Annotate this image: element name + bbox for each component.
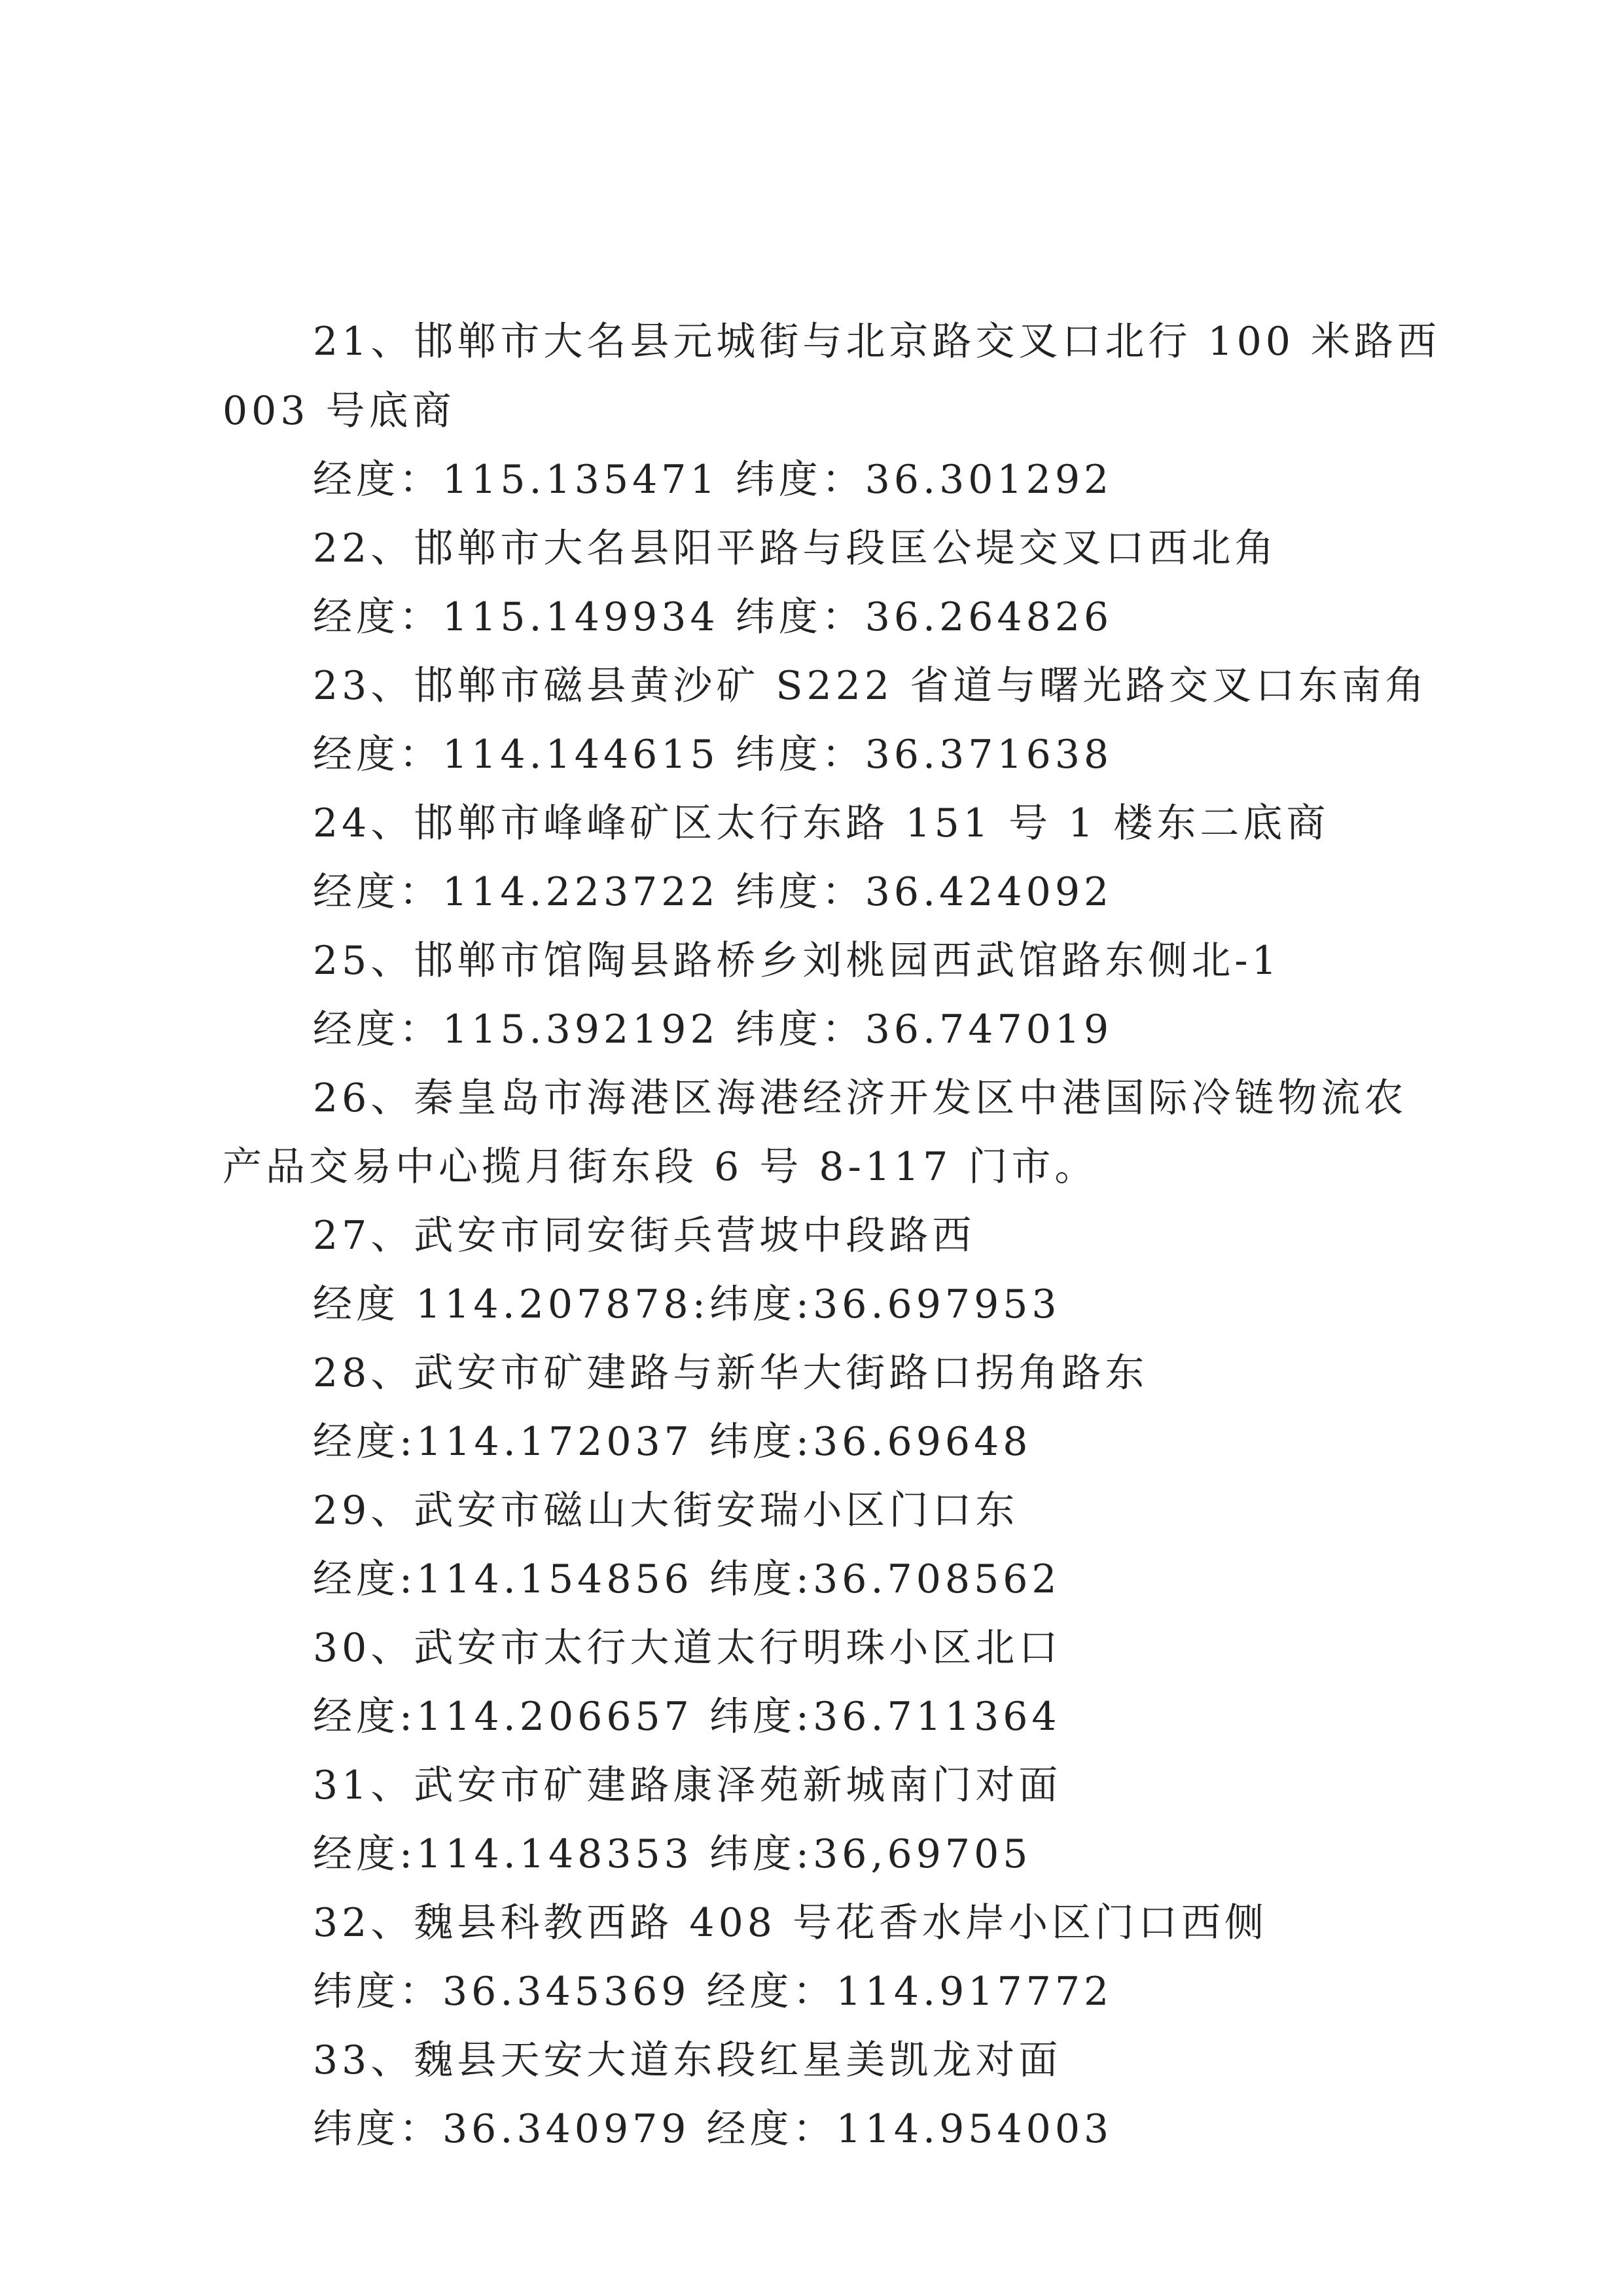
entry-30-address: 30、武安市太行大道太行明珠小区北口	[313, 1625, 1062, 1671]
entry-21-address: 21、邯郸市大名县元城街与北京路交叉口北行 100 米路西	[313, 319, 1441, 365]
entry-27-address: 27、武安市同安街兵营坡中段路西	[313, 1213, 976, 1259]
entry-22-address: 22、邯郸市大名县阳平路与段匡公堤交叉口西北角	[313, 526, 1278, 571]
entry-25-coords: 经度：115.392192 纬度：36.747019	[313, 1007, 1113, 1052]
entry-33-address: 33、魏县天安大道东段红星美凯龙对面	[313, 2037, 1062, 2083]
entry-27-coords: 经度 114.207878:纬度:36.697953	[313, 1282, 1061, 1327]
entry-33-coords: 纬度：36.340979 经度：114.954003	[313, 2106, 1113, 2152]
entry-22-coords: 经度：115.149934 纬度：36.264826	[313, 594, 1113, 640]
entry-24-coords: 经度：114.223722 纬度：36.424092	[313, 869, 1113, 915]
entry-30-coords: 经度:114.206657 纬度:36.711364	[313, 1694, 1061, 1740]
entry-25-address: 25、邯郸市馆陶县路桥乡刘桃园西武馆路东侧北-1	[313, 938, 1281, 984]
entry-26-address-cont: 产品交易中心揽月街东段 6 号 8-117 门市。	[223, 1144, 1098, 1190]
entry-23-coords: 经度：114.144615 纬度：36.371638	[313, 732, 1113, 778]
entry-21-coords: 经度：115.135471 纬度：36.301292	[313, 457, 1113, 503]
entry-31-coords: 经度:114.148353 纬度:36,69705	[313, 1831, 1032, 1877]
entry-31-address: 31、武安市矿建路康泽苑新城南门对面	[313, 1763, 1062, 1808]
entry-28-coords: 经度:114.172037 纬度:36.69648	[313, 1419, 1032, 1465]
entry-23-address: 23、邯郸市磁县黄沙矿 S222 省道与曙光路交叉口东南角	[313, 663, 1429, 709]
entry-21-address-cont: 003 号底商	[223, 388, 455, 434]
entry-32-address: 32、魏县科教西路 408 号花香水岸小区门口西侧	[313, 1900, 1268, 1946]
entry-28-address: 28、武安市矿建路与新华大街路口拐角路东	[313, 1350, 1149, 1396]
entry-26-address: 26、秦皇岛市海港区海港经济开发区中港国际冷链物流农	[313, 1075, 1408, 1121]
entry-29-address: 29、武安市磁山大街安瑞小区门口东	[313, 1488, 1019, 1534]
entry-24-address: 24、邯郸市峰峰矿区太行东路 151 号 1 楼东二底商	[313, 800, 1330, 846]
entry-32-coords: 纬度：36.345369 经度：114.917772	[313, 1969, 1113, 2015]
entry-29-coords: 经度:114.154856 纬度:36.708562	[313, 1556, 1061, 1602]
